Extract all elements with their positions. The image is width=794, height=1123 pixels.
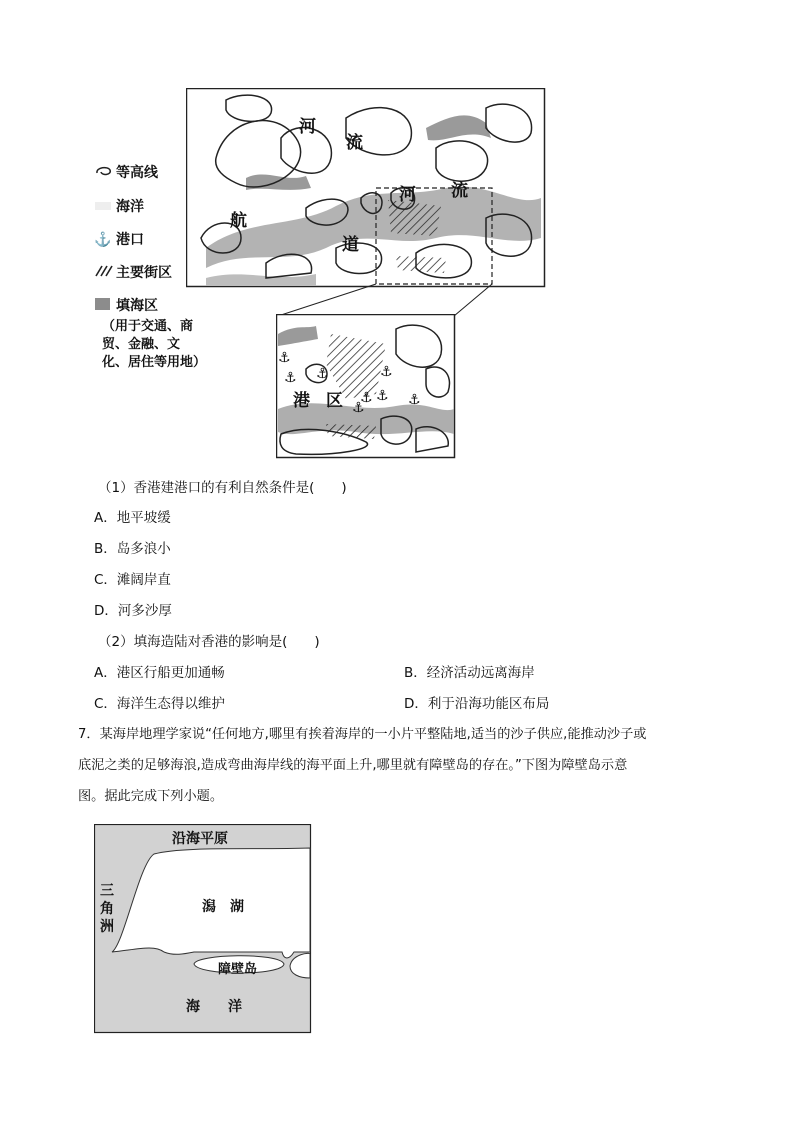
map-label-channel-2: 道 xyxy=(342,235,359,255)
legend-main-street: 主要街区 xyxy=(94,262,172,282)
legend-reclaimed-note: （用于交通、商贸、金融、文化、居住等用地） xyxy=(102,319,207,370)
map-label-channel-1: 航 xyxy=(230,211,247,231)
map-label-river-1a: 河 xyxy=(299,117,316,137)
ocean-swatch-icon xyxy=(94,199,116,215)
question-1-stem: （1）香港建港口的有利自然条件是( ) xyxy=(98,480,347,496)
legend-port: ⚓ 港口 xyxy=(94,232,144,248)
label-lagoon: 潟 湖 xyxy=(202,899,244,915)
legend-contour: 等高线 xyxy=(94,162,158,182)
contour-icon xyxy=(94,165,116,181)
label-coastal-plain: 沿海平原 xyxy=(172,831,228,847)
question-2-stem: （2）填海造陆对香港的影响是( ) xyxy=(98,634,320,650)
question-1-option-b[interactable]: B．岛多浪小 xyxy=(94,541,171,557)
label-ocean: 海 洋 xyxy=(186,999,242,1015)
port-anchor-icon: ⚓ xyxy=(408,392,421,408)
port-anchor-icon: ⚓ xyxy=(376,388,389,404)
port-anchor-icon: ⚓ xyxy=(352,400,365,416)
inset-label-harbor-2: 区 xyxy=(326,391,343,411)
question-2-option-a[interactable]: A．港区行船更加通畅 xyxy=(94,665,225,681)
question-1-option-a[interactable]: A．地平坡缓 xyxy=(94,510,171,526)
harbor-map-drawing xyxy=(186,88,546,288)
port-anchor-icon: ⚓ xyxy=(278,350,291,366)
port-anchor-icon: ⚓ xyxy=(284,370,297,386)
map-label-river-1b: 流 xyxy=(346,133,363,153)
question-7-line-1: 7．某海岸地理学家说“任何地方,哪里有挨着海岸的一小片平整陆地,适当的沙子供应,能推动沙子或 xyxy=(78,727,647,742)
question-1-option-c[interactable]: C．滩阔岸直 xyxy=(94,572,171,588)
question-2-option-d[interactable]: D．利于沿海功能区布局 xyxy=(404,696,550,712)
legend-reclaimed: 填海区 xyxy=(94,295,158,315)
label-delta-2: 角 xyxy=(100,901,114,917)
harbor-inset-map xyxy=(276,314,456,459)
question-2-option-c[interactable]: C．海洋生态得以维护 xyxy=(94,696,225,712)
label-delta-1: 三 xyxy=(100,883,114,899)
label-delta-3: 洲 xyxy=(100,919,114,935)
question-7-line-3: 图。据此完成下列小题。 xyxy=(78,789,224,804)
question-7-line-2: 底泥之类的足够海浪,造成弯曲海岸线的海平面上升,哪里就有障壁岛的存在。”下图为障壁岛示意 xyxy=(78,758,628,773)
map-label-river-2b: 流 xyxy=(451,181,468,201)
hatch-icon xyxy=(94,265,116,281)
question-2-option-b[interactable]: B．经济活动远离海岸 xyxy=(404,665,535,681)
harbor-map-figure xyxy=(186,88,546,288)
port-anchor-icon: ⚓ xyxy=(360,390,373,406)
reclaimed-swatch-icon xyxy=(94,297,116,315)
port-anchor-icon: ⚓ xyxy=(380,364,393,380)
inset-label-harbor-1: 港 xyxy=(293,391,310,411)
legend-ocean: 海洋 xyxy=(94,196,144,216)
anchor-icon: ⚓ xyxy=(94,232,112,248)
port-anchor-icon: ⚓ xyxy=(316,366,329,382)
map-label-river-2a: 河 xyxy=(399,185,416,205)
label-barrier-island: 障壁岛 xyxy=(218,962,258,977)
barrier-island-figure xyxy=(94,824,312,1034)
question-1-option-d[interactable]: D．河多沙厚 xyxy=(94,603,172,619)
